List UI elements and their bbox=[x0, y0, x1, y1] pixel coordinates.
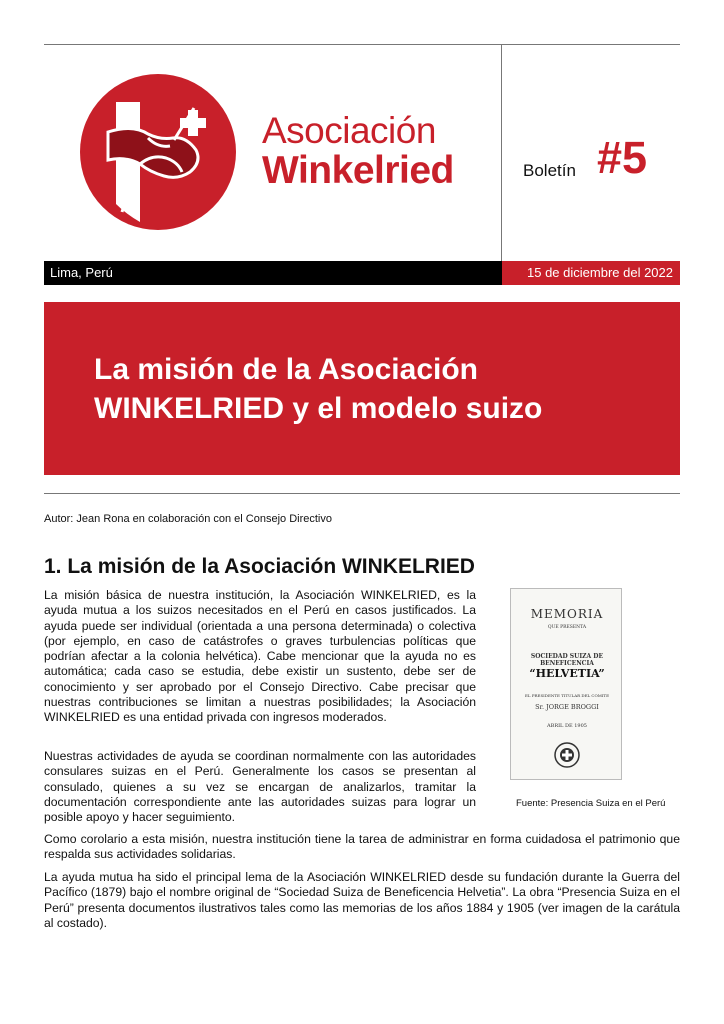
memoria-cover-image bbox=[510, 588, 622, 780]
cover-name: Sr. JORGE BROGGI bbox=[535, 703, 599, 711]
title-line1: La misión de la Asociación bbox=[94, 353, 478, 386]
figure-caption: Fuente: Presencia Suiza en el Perú bbox=[516, 798, 666, 809]
title-banner bbox=[44, 302, 680, 475]
org-name-line2: Winkelried bbox=[262, 149, 454, 192]
cover-subtitle: QUE PRESENTA bbox=[547, 625, 587, 630]
date-bar bbox=[502, 261, 680, 285]
cover-president: EL PRESIDENTE TITULAR DEL COMITE bbox=[524, 693, 610, 698]
location-bar bbox=[44, 261, 502, 285]
author-line: Autor: Jean Rona en colaboración con el Consejo Directivo bbox=[44, 513, 332, 525]
date-text: 15 de diciembre del 2022 bbox=[527, 265, 673, 280]
paragraph-2: Nuestras actividades de ayuda se coordinan normalmente con las autoridades consulares suizas en el Perú. Generalmente los casos se presentan al consulado, quienes a su vez se encargan de analizarlos, tramitar la documentación correspondiente ante las autoridades suizas para lograr un posible apoyo y hacer seguimiento. bbox=[44, 749, 476, 825]
cover-emblem-icon bbox=[553, 741, 581, 769]
title-line2: WINKELRIED y el modelo suizo bbox=[94, 392, 543, 425]
bulletin-number: #5 bbox=[597, 132, 648, 183]
bulletin-label: Boletín bbox=[523, 161, 576, 180]
cover-helvetia: “HELVETIA” bbox=[529, 667, 605, 680]
org-name bbox=[262, 112, 454, 192]
cover-title: MEMORIA bbox=[530, 607, 604, 621]
document-title bbox=[94, 350, 542, 428]
header-divider bbox=[501, 44, 502, 261]
cover-date: ABRIL DE 1905 bbox=[547, 723, 587, 729]
section-heading: 1. La misión de la Asociación WINKELRIED bbox=[44, 555, 475, 578]
paragraph-1: La misión básica de nuestra institución, la Asociación WINKELRIED, es la ayuda mutua a los suizos necesitados en el Perú en casos justificados. La ayuda puede ser individual (orientada a una persona determinada) o colectiva (por ejemplo, en caso de catástrofes o graves turbulencias políticas que podrían afectar a la colonia helvética). Cabe mencionar que la ayuda no es automática; cada caso se estudia, debe existir un sustento, debe ser de conocimiento y ser aprobado por el Consejo Directivo. Cabe precisar que nuestras contribuciones se limitan a nuestras posibilidades; la Asociación WINKELRIED es una entidad privada con ingresos moderados. bbox=[44, 588, 476, 725]
org-name-line1: Asociación bbox=[262, 110, 436, 151]
section-rule bbox=[44, 493, 680, 494]
winkelried-logo bbox=[78, 72, 238, 232]
top-rule bbox=[44, 44, 680, 45]
cover-society: SOCIEDAD SUIZA DE BENEFICENCIA bbox=[530, 653, 604, 667]
paragraph-3: Como corolario a esta misión, nuestra institución tiene la tarea de administrar en forma cuidadosa el patrimonio que respalda sus actividades solidarias. bbox=[44, 832, 680, 862]
paragraph-4: La ayuda mutua ha sido el principal lema de la Asociación WINKELRIED desde su fundación durante la Guerra del Pacífico (1879) bajo el nombre original de “Sociedad Suiza de Beneficencia Helvetia”. La obra “Presencia Suiza en el Perú” presenta documentos ilustrativos tales como las memorias de los años 1884 y 1905 (ver imagen de la carátula al costado). bbox=[44, 870, 680, 930]
location-text: Lima, Perú bbox=[50, 265, 113, 280]
